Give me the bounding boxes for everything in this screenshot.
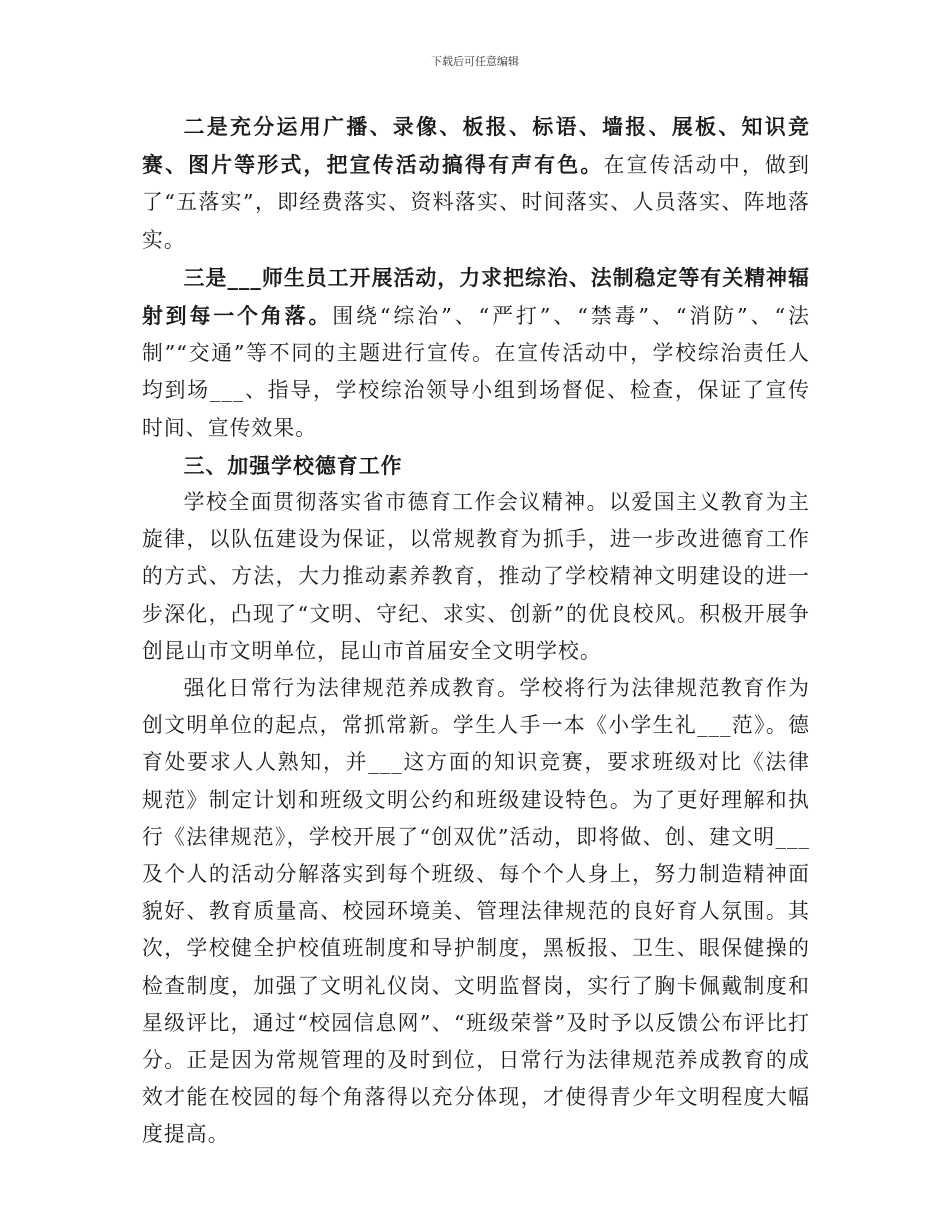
paragraph-behavior-norms: 强化日常行为法律规范养成教育。学校将行为法律规范教育作为创文明单位的起点，常抓常新。学生人手一本《小学生礼___范》。德育处要求人人熟知，并___这方面的知识竞赛，要求班级对比《法律规范》制定计划和班级文明公约和班级建设特色。为了更好理解和执行《法律规范》，学校开展了“创双优”活动，即将做、创、建文明___及个人的活动分解落实到每个班级、每个个人身上，努力制造精神面貌好、教育质量高、校园环境美、管理法律规范的良好育人氛围。其次，学校健全护校值班制度和导护制度，黑板报、卫生、眼保健操的检查制度，加强了文明礼仪岗、文明监督岗，实行了胸卡佩戴制度和星级评比，通过“校园信息网”、“班级荣誉”及时予以反馈公布评比打分。正是因为常规管理的及时到位，日常行为法律规范养成教育的成效才能在校园的每个角落得以充分体现，才使得青少年文明程度大幅度提高。 [142,676,810,1147]
paragraph-publicity-forms [142,108,810,259]
paragraph-lead-bold: 二是充分运用广播、录像、板报、标语、墙报、展板、知识竞赛、图片等形式，把宣传活动搞得有声有色。 [142,114,810,178]
section-heading: 三、加强学校德育工作 [183,452,403,478]
page-header-note: 下载后可任意编辑 [431,55,519,68]
paragraph-text: 在宣传活动中，做到了“五落实”，即经费落实、资料落实、时间落实、人员落实、阵地落实。 [142,153,810,252]
paragraph-text: 围绕“综治”、“严打”、“禁毒”、“消防”、“法制”“交通”等不同的主题进行宣传。在宣传活动中，学校综治责任人均到场___、指导，学校综治领导小组到场督促、检查，保证了宣传时间、宣传效果。 [142,304,810,440]
paragraph-moral-education: 学校全面贯彻落实省市德育工作会议精神。以爱国主义教育为主旋律，以队伍建设为保证，以常规教育为抓手，进一步改进德育工作的方式、方法，大力推动素养教育，推动了学校精神文明建设的进一步深化，凸现了“文明、守纪、求实、创新”的优良校风。积极开展争创昆山市文明单位，昆山市首届安全文明学校。 [142,490,810,663]
document-body [142,108,810,1154]
paragraph-lead-bold: 三是___师生员工开展活动，力求把综治、法制稳定等有关精神辐射到每一个角落。 [142,264,810,329]
paragraph-campus-activities [142,259,810,447]
